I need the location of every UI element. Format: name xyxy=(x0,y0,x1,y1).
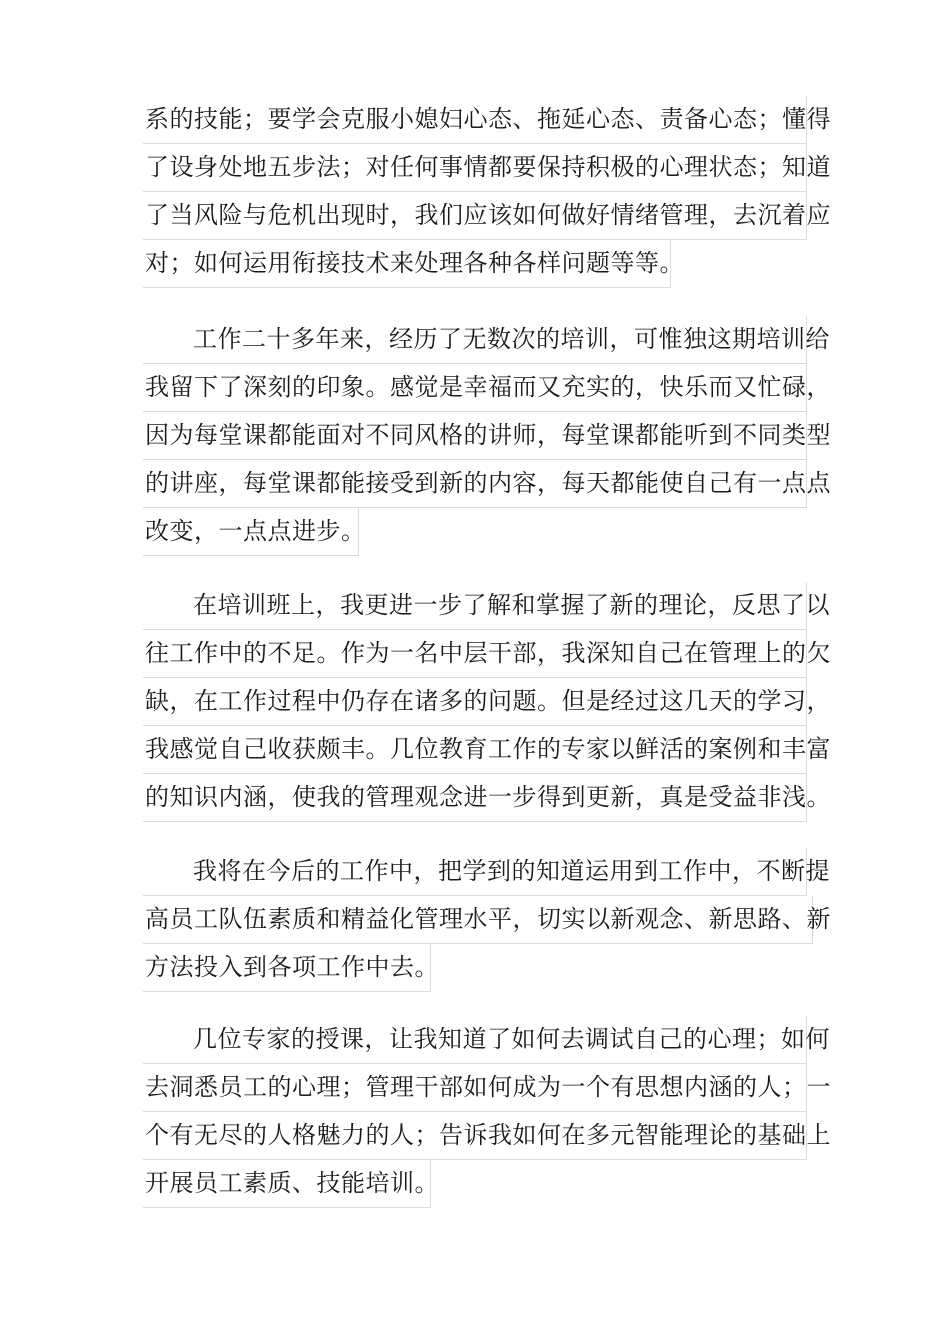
paragraph-1 xyxy=(143,96,831,288)
text-line: 个有无尽的人格魅力的人；告诉我如何在多元智能理论的基础上 xyxy=(143,1112,807,1160)
text-line: 我留下了深刻的印象。感觉是幸福而又充实的，快乐而又忙碌， xyxy=(143,364,807,412)
text-line: 因为每堂课都能面对不同风格的讲师，每堂课都能听到不同类型 xyxy=(143,412,807,460)
paragraph-4 xyxy=(143,848,831,992)
paragraph-5 xyxy=(143,1016,831,1208)
text-line: 高员工队伍素质和精益化管理水平，切实以新观念、新思路、新 xyxy=(143,896,813,944)
text-line: 的知识内涵，使我的管理观念进一步得到更新，真是受益非浅。 xyxy=(143,774,807,822)
text-line: 我将在今后的工作中，把学到的知道运用到工作中，不断提 xyxy=(143,848,807,896)
text-line: 改变，一点点进步。 xyxy=(143,508,359,556)
text-line: 在培训班上，我更进一步了解和掌握了新的理论，反思了以 xyxy=(143,582,807,630)
text-line: 的讲座，每堂课都能接受到新的内容，每天都能使自己有一点点 xyxy=(143,460,807,508)
text-line: 往工作中的不足。作为一名中层干部，我深知自己在管理上的欠 xyxy=(143,630,807,678)
text-line: 系的技能；要学会克服小媳妇心态、拖延心态、责备心态；懂得 xyxy=(143,96,807,144)
text-line: 去洞悉员工的心理；管理干部如何成为一个有思想内涵的人；一 xyxy=(143,1064,807,1112)
text-line: 方法投入到各项工作中去。 xyxy=(143,944,431,992)
text-line: 几位专家的授课，让我知道了如何去调试自己的心理；如何 xyxy=(143,1016,807,1064)
text-line: 对；如何运用衔接技术来处理各种各样问题等等。 xyxy=(143,240,671,288)
text-line: 缺，在工作过程中仍存在诸多的问题。但是经过这几天的学习， xyxy=(143,678,807,726)
text-line: 我感觉自己收获颇丰。几位教育工作的专家以鲜活的案例和丰富 xyxy=(143,726,807,774)
text-line: 了设身处地五步法；对任何事情都要保持积极的心理状态；知道 xyxy=(143,144,807,192)
text-line: 开展员工素质、技能培训。 xyxy=(143,1160,431,1208)
paragraph-2 xyxy=(143,316,831,556)
paragraph-3 xyxy=(143,582,831,822)
text-line: 了当风险与危机出现时，我们应该如何做好情绪管理，去沉着应 xyxy=(143,192,807,240)
text-line: 工作二十多年来，经历了无数次的培训，可惟独这期培训给 xyxy=(143,316,807,364)
